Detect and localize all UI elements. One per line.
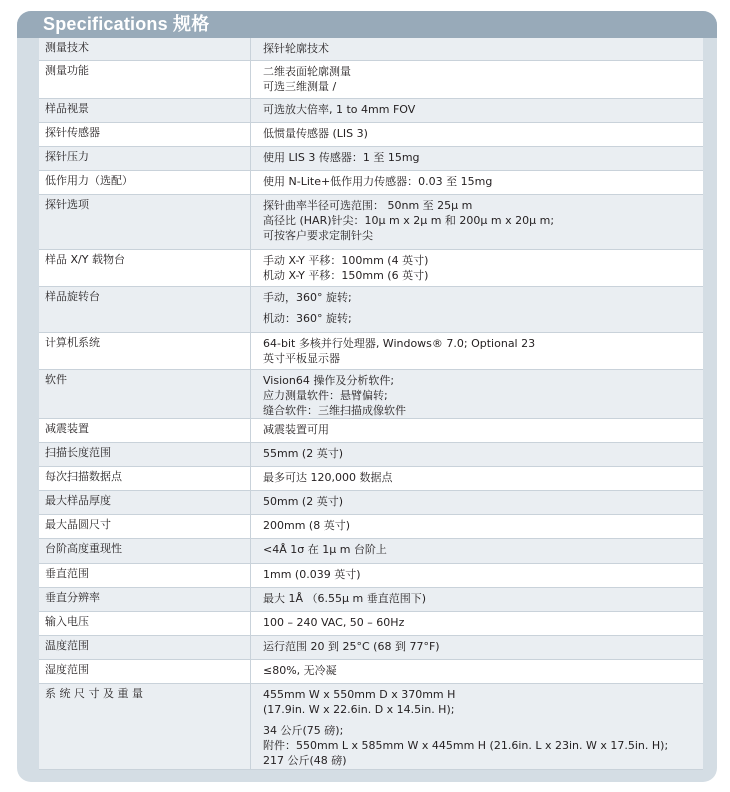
spec-row	[39, 539, 703, 564]
spec-value-line: Vision64 操作及分析软件;	[263, 374, 395, 387]
spec-value-line: 机动 X-Y 平移：150mm (6 英寸)	[263, 269, 429, 282]
spec-label: 湿度范围	[39, 660, 251, 683]
spec-card	[17, 11, 717, 782]
spec-value-line: 探针曲率半径可选范围： 50nm 至 25μ m	[263, 199, 473, 212]
spec-value	[251, 147, 703, 170]
spec-value	[251, 61, 703, 98]
spec-value	[251, 287, 703, 332]
spec-row	[39, 467, 703, 491]
spec-label: 垂直范围	[39, 564, 251, 587]
spec-label: 每次扫描数据点	[39, 467, 251, 490]
spec-value-line: 应力测量软件：悬臂偏转;	[263, 389, 388, 402]
spec-row	[39, 123, 703, 147]
spec-value	[251, 636, 703, 659]
spec-label: 温度范围	[39, 636, 251, 659]
spec-value	[251, 38, 703, 60]
spec-value-line: 最多可达 120,000 数据点	[263, 471, 393, 484]
spec-value-line: 使用 N-Lite+低作用力传感器：0.03 至 15mg	[263, 175, 493, 188]
spec-value-line: 50mm (2 英寸)	[263, 495, 344, 508]
spec-table	[39, 38, 703, 770]
spec-value-line: 217 公斤(48 磅)	[263, 754, 347, 767]
spec-value	[251, 660, 703, 683]
spec-value	[251, 333, 703, 369]
spec-value	[251, 250, 703, 286]
page-title: Specifications 规格	[17, 11, 717, 38]
spec-row	[39, 419, 703, 443]
spec-row	[39, 660, 703, 684]
spec-row	[39, 684, 703, 770]
spec-value	[251, 515, 703, 538]
spec-value-line: 运行范围 20 到 25°C (68 到 77°F)	[263, 640, 440, 653]
spec-value	[251, 564, 703, 587]
spec-label: 最大晶圆尺寸	[39, 515, 251, 538]
spec-value-line: 探针轮廓技术	[263, 42, 329, 55]
spec-label: 扫描长度范围	[39, 443, 251, 466]
spec-row	[39, 333, 703, 370]
spec-value-line: 缝合软件：三维扫描成像软件	[263, 404, 406, 417]
spec-value	[251, 171, 703, 194]
spec-row	[39, 250, 703, 287]
spec-value-line: 机动：360° 旋转;	[263, 312, 352, 325]
spec-value-line: 高径比 (HAR)针尖：10μ m x 2μ m 和 200μ m x 20μ m;	[263, 214, 555, 227]
spec-row	[39, 370, 703, 419]
spec-value	[251, 443, 703, 466]
spec-row	[39, 147, 703, 171]
spec-value	[251, 539, 703, 563]
spec-label: 输入电压	[39, 612, 251, 635]
spec-value-line: 英寸平板显示器	[263, 352, 340, 365]
spec-row	[39, 515, 703, 539]
spec-value-line: 减震装置可用	[263, 423, 329, 436]
spec-label: 低作用力（选配）	[39, 171, 251, 194]
spec-value-line: 可选三维测量 /	[263, 80, 337, 93]
spec-value-line: 使用 LIS 3 传感器：1 至 15mg	[263, 151, 420, 164]
spec-value	[251, 684, 703, 769]
spec-row	[39, 195, 703, 250]
spec-value	[251, 588, 703, 611]
spec-value	[251, 195, 703, 249]
spec-label: 样品视景	[39, 99, 251, 122]
spec-label: 探针压力	[39, 147, 251, 170]
spec-value	[251, 99, 703, 122]
spec-label: 系 统 尺 寸 及 重 量	[39, 684, 251, 769]
spec-value-line: 200mm (8 英寸)	[263, 519, 351, 532]
spec-value-line: (17.9in. W x 22.6in. D x 14.5in. H);	[263, 703, 455, 716]
spec-label: 垂直分辨率	[39, 588, 251, 611]
spec-value-line: 34 公斤(75 磅);	[263, 724, 344, 737]
spec-value-line: 55mm (2 英寸)	[263, 447, 344, 460]
spec-value-line: 最大 1Å （6.55μ m 垂直范围下)	[263, 592, 427, 605]
spec-label: 最大样品厚度	[39, 491, 251, 514]
spec-value-line: 64-bit 多核并行处理器, Windows® 7.0; Optional 23	[263, 337, 536, 350]
spec-label: 减震装置	[39, 419, 251, 442]
spec-row	[39, 612, 703, 636]
spec-row	[39, 99, 703, 123]
spec-value-line: 手动 X-Y 平移：100mm (4 英寸)	[263, 254, 429, 267]
spec-value	[251, 370, 703, 418]
spec-value-line: 100 – 240 VAC, 50 – 60Hz	[263, 616, 405, 629]
spec-row	[39, 588, 703, 612]
spec-value-line: ≤80%, 无冷凝	[263, 664, 337, 677]
spec-label: 计算机系统	[39, 333, 251, 369]
spec-value	[251, 123, 703, 146]
spec-value-line: 低惯量传感器 (LIS 3)	[263, 127, 368, 140]
spec-value-line: <4Å 1σ 在 1μ m 台阶上	[263, 543, 387, 556]
spec-label: 测量功能	[39, 61, 251, 98]
spec-row	[39, 491, 703, 515]
spec-row	[39, 287, 703, 333]
spec-value	[251, 491, 703, 514]
spec-label: 台阶高度重现性	[39, 539, 251, 563]
spec-label: 样品旋转台	[39, 287, 251, 332]
spec-value	[251, 467, 703, 490]
spec-row	[39, 636, 703, 660]
spec-row	[39, 443, 703, 467]
spec-value	[251, 612, 703, 635]
spec-label: 测量技术	[39, 38, 251, 60]
spec-value-line: 手动，360° 旋转;	[263, 291, 352, 304]
spec-value	[251, 419, 703, 442]
spec-label: 探针选项	[39, 195, 251, 249]
spec-row	[39, 171, 703, 195]
spec-value-line: 455mm W x 550mm D x 370mm H	[263, 688, 456, 701]
spec-row	[39, 564, 703, 588]
spec-value-line: 可按客户要求定制针尖	[263, 229, 373, 242]
spec-row	[39, 61, 703, 99]
spec-value-line: 二维表面轮廓测量	[263, 65, 351, 78]
spec-label: 探针传感器	[39, 123, 251, 146]
spec-value-line: 附件：550mm L x 585mm W x 445mm H (21.6in. L x 23in. W x 17.5in. H);	[263, 739, 669, 752]
spec-value-line: 1mm (0.039 英寸)	[263, 568, 361, 581]
spec-value-line: 可选放大倍率, 1 to 4mm FOV	[263, 103, 416, 116]
spec-row	[39, 38, 703, 61]
spec-label: 软件	[39, 370, 251, 418]
spec-label: 样品 X/Y 载物台	[39, 250, 251, 286]
